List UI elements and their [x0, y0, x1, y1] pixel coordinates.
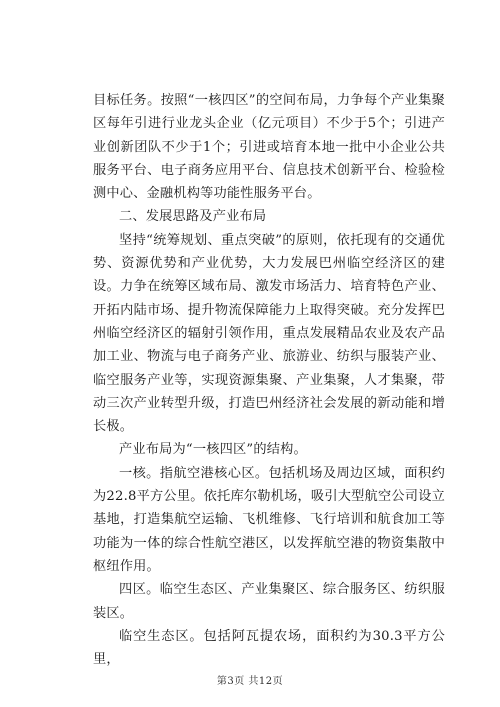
paragraph-principles: 坚持“统筹规划、重点突破”的原则，依托现有的交通优势、资源优势和产业优势，大力发展巴州临空经济区的建设。力争在统筹区域布局、激发市场活力、培育特色产业、开拓内陆市场、提升物流保障能力上取得突破。充分发挥巴州临空经济区的辐射引领作用，重点发展精品农业及农产品加工业、物流与电子商务产业、旅游业、纺织与服装产业、临空服务产业等，实现资源集聚、产业集聚，人才集聚，带动三次产业转型升级，打造巴州经济社会发展的新动能和增长极。 — [93, 232, 445, 435]
paragraph-targets: 目标任务。按照“一核四区”的空间布局，力争每个产业集聚区每年引进行业龙头企业（亿元项目）不少于5个；引进产业创新团队不少于1个；引进或培育本地一批中小企业公共服务平台、电子商务应用平台、信息技术创新平台、检验检测中心、金融机构等功能性服务平台。 — [93, 93, 445, 202]
paragraph-core-zone: 一核。指航空港核心区。包括机场及周边区域，面积约为22.8平方公里。依托库尔勒机场，吸引大型航空公司设立基地，打造集航空运输、飞机维修、飞行培训和航食加工等功能为一体的综合性航空港区，以发挥航空港的物资集散中枢纽作用。 — [93, 465, 445, 574]
page-number-footer: 第3页 共12页 — [216, 676, 284, 687]
paragraph-eco-zone: 临空生态区。包括阿瓦提农场，面积约为30.3平方公里， — [93, 628, 445, 668]
document-body — [93, 89, 445, 671]
section-heading-development: 二、发展思路及产业布局 — [119, 209, 267, 225]
paragraph-layout-structure: 产业布局为“一核四区”的结构。 — [119, 442, 307, 458]
paragraph-four-zones: 四区。临空生态区、产业集聚区、综合服务区、纺织服装区。 — [93, 582, 445, 621]
